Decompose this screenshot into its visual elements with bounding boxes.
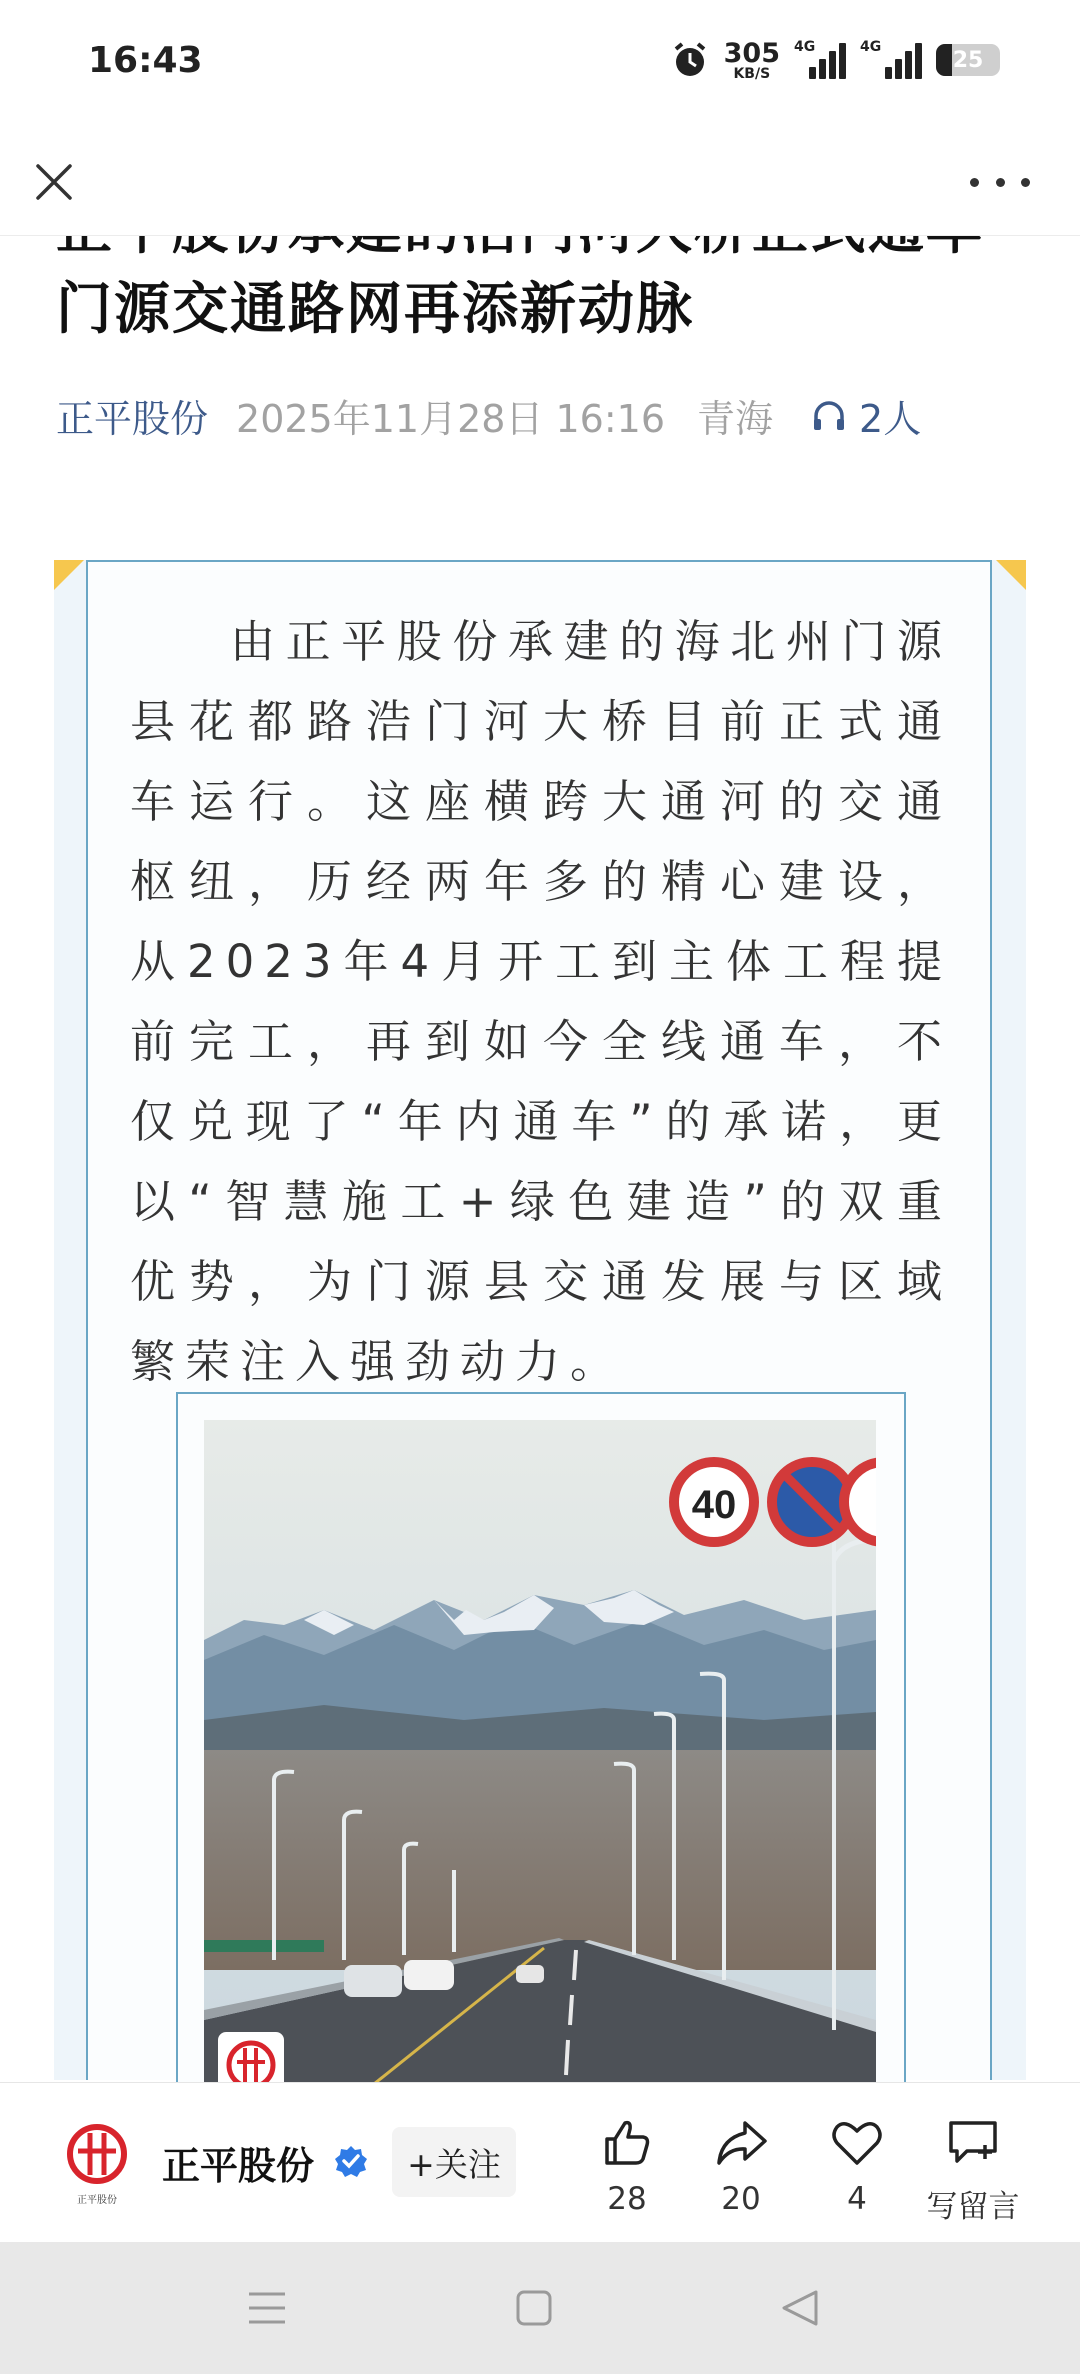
battery-level: 25 xyxy=(952,47,984,73)
like-count: 28 xyxy=(607,2181,647,2217)
heart-icon xyxy=(829,2115,885,2171)
top-nav-bar xyxy=(0,120,1080,236)
bridge-road-image xyxy=(204,1420,876,2100)
article-body-paragraph: 由正平股份承建的海北州门源县花都路浩门河大桥目前正式通车运行。这座横跨大通河的交通枢纽，历经两年多的精心建设，从2023年4月开工到主体工程提前完工，再到如今全线通车，不仅兑现了“年内通车”的承诺，更以“智慧施工+绿色建造”的双重优势，为门源县交通发展与区域繁荣注入强劲动力。 xyxy=(130,615,952,1388)
sim1-label: 4G xyxy=(794,39,816,55)
speed-limit-text: 40 xyxy=(691,1483,737,1527)
share-arrow-icon xyxy=(713,2115,769,2171)
more-dot-icon xyxy=(1021,178,1030,187)
favorite-count: 4 xyxy=(847,2181,867,2217)
article-region: 青海 xyxy=(697,397,774,441)
system-nav-bar xyxy=(0,2242,1080,2374)
thumbs-up-icon xyxy=(599,2115,655,2171)
listen-button[interactable] xyxy=(809,388,921,443)
follow-button[interactable]: +关注 xyxy=(392,2127,516,2197)
status-time: 16:43 xyxy=(88,39,203,81)
article-meta xyxy=(56,388,921,443)
more-dot-icon xyxy=(996,178,1005,187)
menu-icon[interactable] xyxy=(245,2286,289,2330)
comment-add-icon xyxy=(945,2115,1001,2171)
card-corner-decoration xyxy=(54,560,84,590)
favorite-button[interactable] xyxy=(802,2115,912,2217)
back-triangle-icon[interactable] xyxy=(778,2286,822,2330)
listener-count: 2人 xyxy=(859,397,922,441)
article-author-link[interactable]: 正平股份 xyxy=(56,397,209,441)
like-button[interactable] xyxy=(572,2115,682,2217)
company-logo-icon xyxy=(62,2123,132,2185)
share-button[interactable] xyxy=(686,2115,796,2217)
sim2-label: 4G xyxy=(860,39,882,55)
logo-caption: 正平股份 xyxy=(77,2195,117,2206)
photo-frame xyxy=(176,1392,906,2092)
bottom-action-bar xyxy=(0,2082,1080,2243)
home-square-icon[interactable] xyxy=(514,2288,554,2328)
more-dot-icon xyxy=(970,178,979,187)
write-comment-button[interactable] xyxy=(918,2115,1028,2226)
bridge-road-photo[interactable] xyxy=(204,1420,876,2100)
article-date: 2025年11月28日 16:16 xyxy=(236,397,666,441)
more-options-button[interactable] xyxy=(970,164,1030,200)
signal-icon-sim1 xyxy=(794,41,846,79)
network-speed-value: 305 xyxy=(723,37,780,69)
network-speed xyxy=(723,37,780,82)
status-icons xyxy=(670,37,1000,82)
headphones-icon xyxy=(809,396,849,436)
account-name[interactable]: 正平股份 xyxy=(162,2144,315,2188)
battery-icon xyxy=(936,44,1000,76)
share-count: 20 xyxy=(721,2181,761,2217)
article-title: 门源交通路网再添新动脉 xyxy=(56,277,694,342)
close-icon[interactable] xyxy=(30,158,78,206)
write-comment-label: 写留言 xyxy=(926,2189,1020,2225)
status-bar xyxy=(0,0,1080,120)
signal-icon-sim2 xyxy=(860,41,922,79)
network-speed-unit: KB/S xyxy=(733,65,771,82)
article-card xyxy=(86,560,992,2080)
account-logo[interactable] xyxy=(62,2123,132,2206)
verified-badge-icon xyxy=(334,2144,368,2178)
alarm-icon xyxy=(670,40,710,80)
card-corner-decoration xyxy=(996,560,1026,590)
